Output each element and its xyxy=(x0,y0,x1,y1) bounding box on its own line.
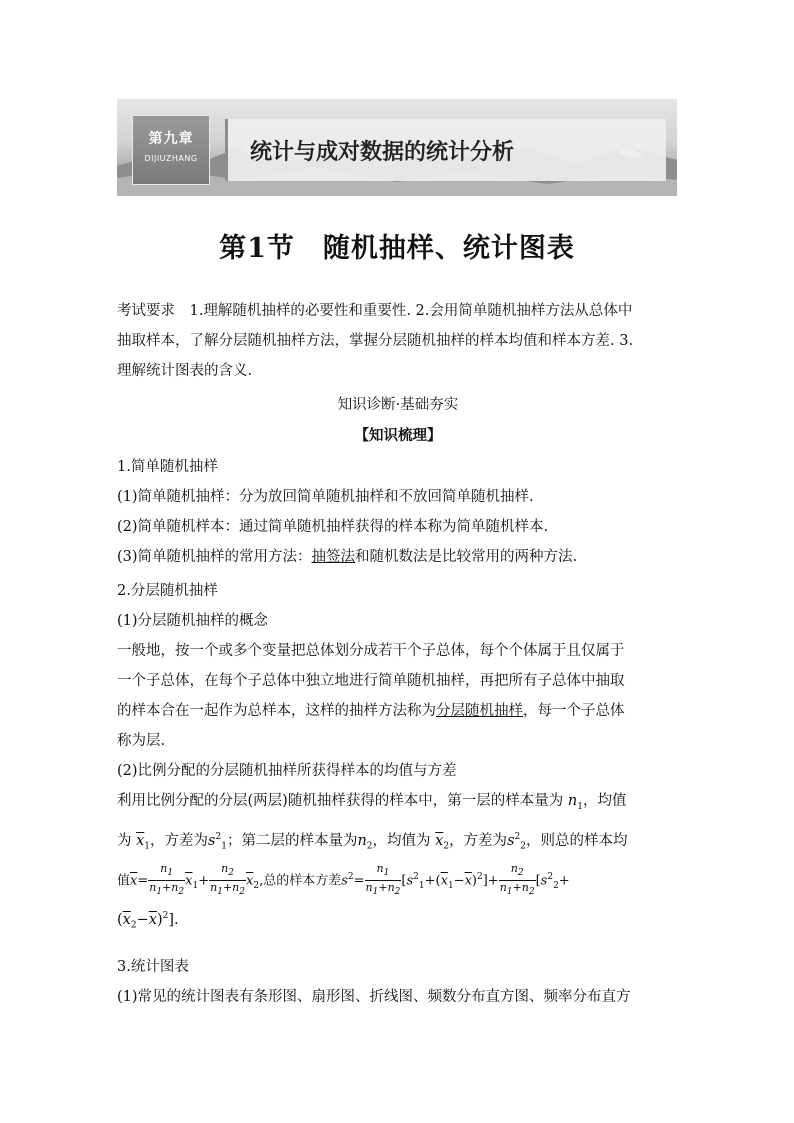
chapter-pinyin: DIJIUZHANG xyxy=(144,154,198,163)
chapter-title: 统计与成对数据的统计分析 xyxy=(250,140,515,165)
section-title: 第1节 随机抽样、统计图表 xyxy=(219,233,575,264)
exam-line-1: 考试要求 1.理解随机抽样的必要性和重要性. 2.会用简单随机抽样方法从总体中 xyxy=(117,303,633,319)
s1-p1: (1)简单随机抽样：分为放回简单随机抽样和不放回简单随机抽样. xyxy=(117,489,534,505)
weight-fraction-3: $\frac{n_1}{n_1+n_2}$ xyxy=(365,861,401,898)
s2-p2: 一般地，按一个或多个变量把总体划分成若干个子总体，每个个体属于且仅属于 xyxy=(117,643,625,659)
s2-p5: 称为层. xyxy=(117,733,166,749)
exam-line-3: 理解统计图表的含义. xyxy=(117,363,253,379)
weight-fraction-1: $\frac{n_1}{n_1+n_2}$ xyxy=(149,861,185,898)
knowledge-heading: 【知识梳理】 xyxy=(354,427,442,444)
chapter-banner xyxy=(117,99,677,196)
diagnosis-heading: 知识诊断·基础夯实 xyxy=(337,397,459,413)
underlined-term-lottery: 抽签法 xyxy=(311,549,356,565)
heading-3: 3.统计图表 xyxy=(117,959,189,975)
section-statistical-charts xyxy=(117,952,679,1012)
s3-p1: (1)常见的统计图表有条形图、扇形图、折线图、频数分布直方图、频率分布直方 xyxy=(117,989,631,1005)
section-stratified-sampling xyxy=(117,576,679,940)
chapter-label: 第九章 xyxy=(148,131,194,147)
exam-line-2: 抽取样本，了解分层随机抽样方法，掌握分层随机抽样的样本均值和样本方差. 3. xyxy=(117,333,634,349)
section-simple-random-sampling xyxy=(117,452,679,572)
s2-p9-formula: 值$\overline{x}=$ $\frac{n_1}{n_1+n_2}$ $\overline{x}_1+$ $\frac{n_2}{n_1+n_2}$ $\overline{x}_2$,总的样本方差$s^2=$ $\frac{n_1}{n_1+n_2}$ $[s^2_1+(\overline{x}_1-\overline{x})^2]+$ $\frac{n_2}{n_1+n_2}$ [$s^2_2+$ xyxy=(117,861,570,898)
underlined-term-stratified: 分层随机抽样 xyxy=(436,703,523,719)
s1-p2: (2)简单随机样本：通过简单随机抽样获得的样本称为简单随机样本. xyxy=(117,519,549,535)
chapter-badge xyxy=(132,115,210,185)
heading-1: 1.简单随机抽样 xyxy=(117,459,218,475)
s2-p8: 为 $\overline{x}_1$，方差为$s^2_1$；第二层的样本量为$n_2$，均值为 $\overline{x}_2$，方差为$s^2_2$，则总的样本均 xyxy=(117,831,628,852)
exam-requirements xyxy=(117,296,679,386)
s2-p7: 利用比例分配的分层(两层)随机抽样获得的样本中，第一层的样本量为 $n_1$，均值 xyxy=(117,793,627,812)
s2-p4: 的样本合在一起作为总样本，这样的抽样方法称为分层随机抽样，每一个子总体 xyxy=(117,703,625,719)
banner-title-box xyxy=(225,119,666,181)
weight-fraction-4: $\frac{n_2}{n_1+n_2}$ xyxy=(499,861,535,898)
weight-fraction-2: $\frac{n_2}{n_1+n_2}$ xyxy=(210,861,245,898)
s2-p1: (1)分层随机抽样的概念 xyxy=(117,613,269,629)
s2-p6: (2)比例分配的分层随机抽样所获得样本的均值与方差 xyxy=(117,763,457,779)
s1-p3: (3)简单随机抽样的常用方法：抽签法和随机数法是比较常用的两种方法. xyxy=(117,549,578,565)
heading-2: 2.分层随机抽样 xyxy=(117,583,218,599)
s2-p3: 一个子总体，在每个子总体中独立地进行简单随机抽样，再把所有子总体中抽取 xyxy=(117,673,625,689)
s2-p10-formula: $(\overline{x}_2-\overline{x})^2$]. xyxy=(117,910,179,931)
